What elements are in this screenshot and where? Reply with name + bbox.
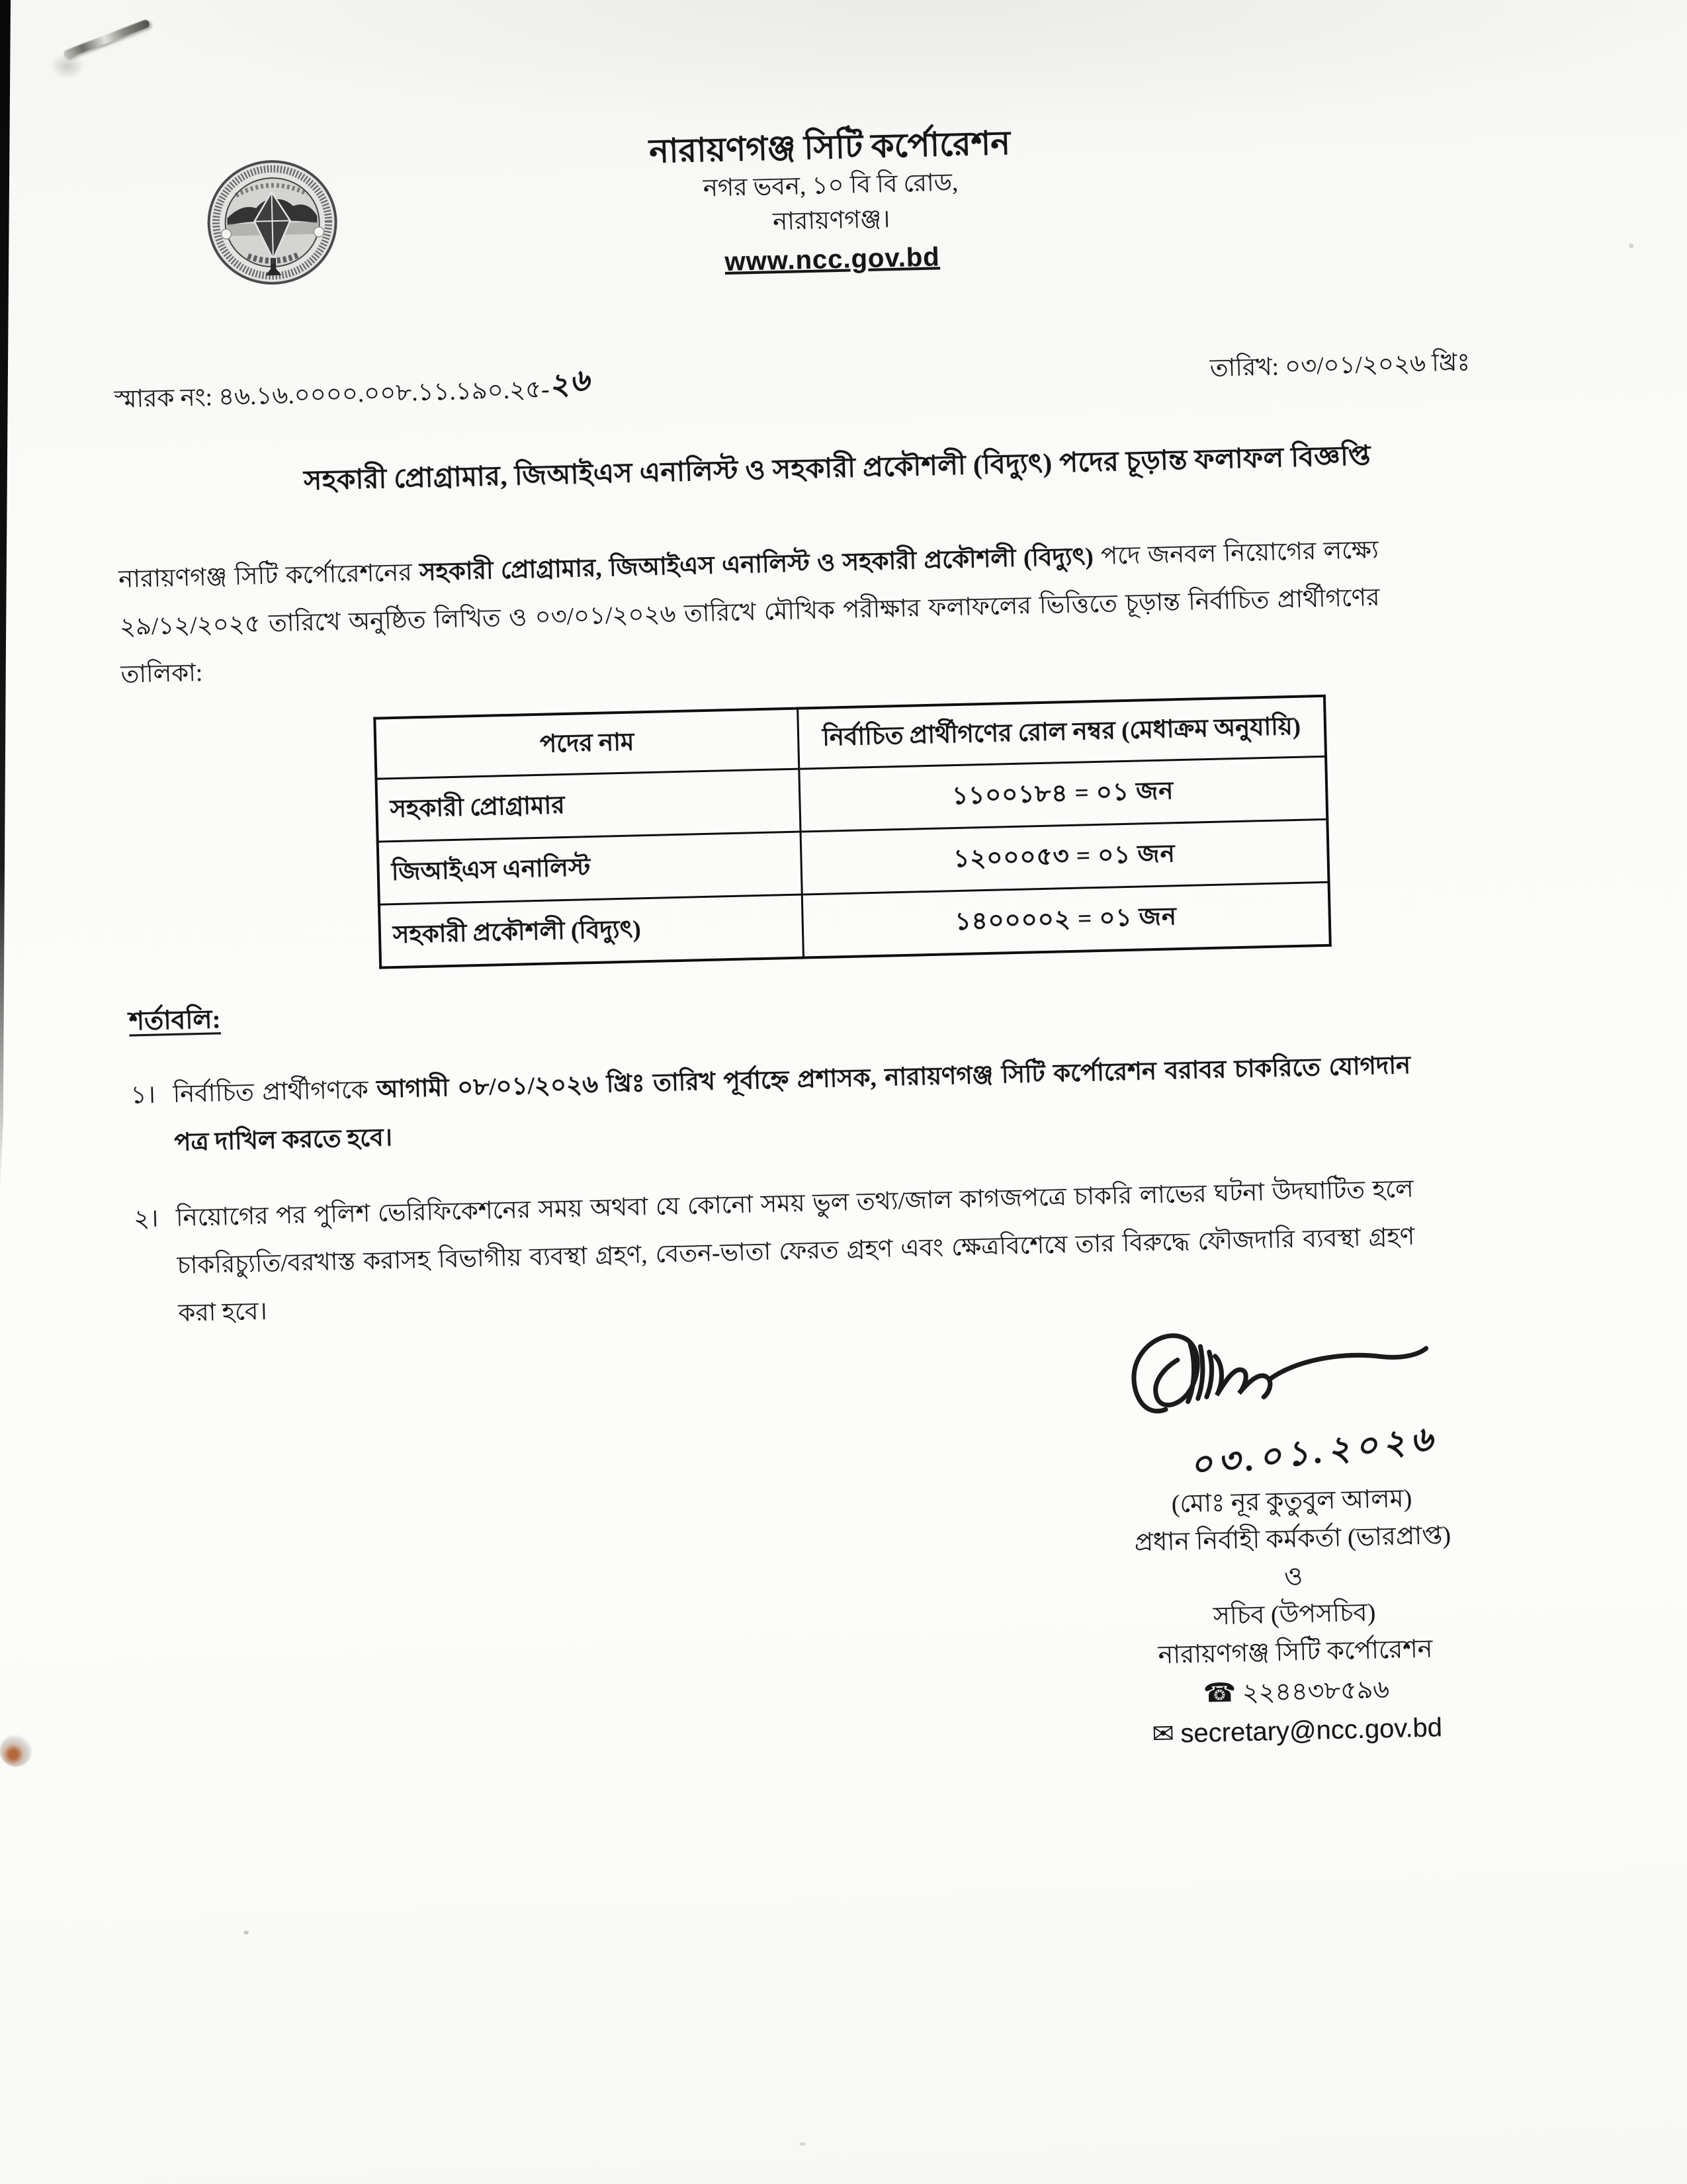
condition-bold: আগামী ০৮/০১/২০২৬ খ্রিঃ তারিখ পূর্বাহ্নে প্রশাসক, নারায়ণগঞ্জ সিটি কর্পোরেশন বরাবর চাকরিতে যোগদান পত্র দাখিল করতে হবে। xyxy=(173,1052,1411,1157)
intro-pre: নারায়ণগঞ্জ সিটি কর্পোরেশনের xyxy=(118,559,420,593)
signature-handwritten-date: ০৩.০১.২০২৬ xyxy=(1188,1420,1440,1485)
results-table xyxy=(373,695,1332,969)
conditions-heading: শর্তাবলি: xyxy=(128,1005,222,1037)
envelope-icon: ✉ xyxy=(1151,1718,1175,1750)
staple xyxy=(62,19,150,60)
condition-pre: নিয়োগের পর পুলিশ ভেরিফিকেশনের সময় অথবা যে কোনো সময় ভুল তথ্য/জাল কাগজপত্রে চাকরি লাভের ঘটনা উদঘাটিত হলে চাকরিচ্যুতি/বরখাস্ত করাসহ বিভাগীয় ব্যবস্থা গ্রহণ, বেতন-ভাতা ফেরত গ্রহণ এবং ক্ষেত্রবিশেষে তার বিরুদ্ধে ফৌজদারি ব্যবস্থা গ্রহণ করা হবে। xyxy=(175,1175,1415,1327)
email-address: secretary@ncc.gov.bd xyxy=(1180,1713,1443,1749)
signature-icon xyxy=(1119,1318,1432,1434)
post-name: জিআইএস এনালিস্ট xyxy=(378,832,802,905)
selected-roll: ১৪০০০০২ = ০১ জন xyxy=(802,883,1330,958)
column-header-roll: নির্বাচিত প্রার্থীগণের রোল নম্বর (মেধাক্রম অনুযায়ি) xyxy=(798,696,1326,769)
letterhead xyxy=(572,120,1091,281)
issue-date: তারিখ: ০৩/০১/২০২৬ খ্রিঃ xyxy=(1209,349,1471,382)
scan-speck xyxy=(1629,243,1633,248)
org-name: নারায়ণগঞ্জ সিটি কর্পোরেশন xyxy=(648,124,1011,170)
condition-number: ২। xyxy=(133,1205,159,1233)
signatory-designation-2: সচিব (উপসচিব) xyxy=(1213,1598,1376,1631)
signatory-org: নারায়ণগঞ্জ সিটি কর্পোরেশন xyxy=(1158,1635,1433,1670)
post-name: সহকারী প্রোগ্রামার xyxy=(376,769,800,842)
condition-number: ১। xyxy=(130,1082,156,1110)
document-content xyxy=(87,29,1608,1778)
phone-number: ২২৪৪৩৮৫৯৬ xyxy=(1242,1676,1390,1708)
memo-date-row xyxy=(94,340,1577,425)
intro-bold-posts: সহকারী প্রোগ্রামার, জিআইএস এনালিস্ট ও সহকারী প্রকৌশলী (বিদ্যুৎ) xyxy=(419,543,1094,587)
scan-edge-strip xyxy=(0,0,11,1204)
post-name: সহকারী প্রকৌশলী (বিদ্যুৎ) xyxy=(379,895,804,969)
org-address-line2: নারায়ণগঞ্জ। xyxy=(772,205,890,236)
memo-number-handwritten: ২৬ xyxy=(545,362,593,404)
memo-number xyxy=(114,363,592,425)
narayanganj-city-corporation-seal-icon xyxy=(204,157,339,288)
column-header-post: পদের নাম xyxy=(374,709,799,779)
scan-speck xyxy=(243,1931,249,1935)
signatory-conjunction: ও xyxy=(1283,1563,1303,1591)
memo-number-printed: স্মারক নং: ৪৬.১৬.০০০০.০০৮.১১.১৯০.২৫- xyxy=(114,376,550,414)
condition-item-1 xyxy=(130,1042,1412,1168)
signatory-designation-1: প্রধান নির্বাহী কর্মকর্তা (ভারপ্রাপ্ত) xyxy=(1134,1521,1451,1557)
notice-title: সহকারী প্রোগ্রামার, জিআইএস এনালিস্ট ও সহকারী প্রকৌশলী (বিদ্যুৎ) পদের চূড়ান্ত ফলাফল বিজ্ঞপ্তি xyxy=(303,440,1371,496)
selected-roll: ১১০০১৮৪ = ০১ জন xyxy=(799,757,1328,832)
org-address-line1: নগর ভবন, ১০ বি বি রোড, xyxy=(703,169,959,202)
selected-roll: ১২০০০৫৩ = ০১ জন xyxy=(800,820,1329,895)
intro-paragraph xyxy=(118,527,1381,699)
condition-text xyxy=(175,1166,1416,1338)
telephone-icon: ☎ xyxy=(1203,1677,1237,1709)
signatory-name: (মোঃ নূর কুতুবুল আলম) xyxy=(1171,1485,1412,1518)
signature-block xyxy=(1036,1315,1549,1757)
intro-post: পদে জনবল নিয়োগের লক্ষ্যে ২৯/১২/২০২৫ তারিখে অনুষ্ঠিত লিখিত ও ০৩/০১/২০২৬ তারিখে মৌখিক পরীক্ষার ফলাফলের ভিত্তিতে চূড়ান্ত নির্বাচিত প্রার্থীগণের তালিকা: xyxy=(119,536,1380,689)
ink-smudge xyxy=(0,1735,32,1767)
condition-pre: নির্বাচিত প্রার্থীগণকে xyxy=(173,1076,377,1109)
condition-item-2 xyxy=(133,1166,1416,1339)
scan-speck xyxy=(799,2142,806,2146)
condition-text xyxy=(173,1042,1412,1166)
org-website: www.ncc.gov.bd xyxy=(724,242,941,277)
